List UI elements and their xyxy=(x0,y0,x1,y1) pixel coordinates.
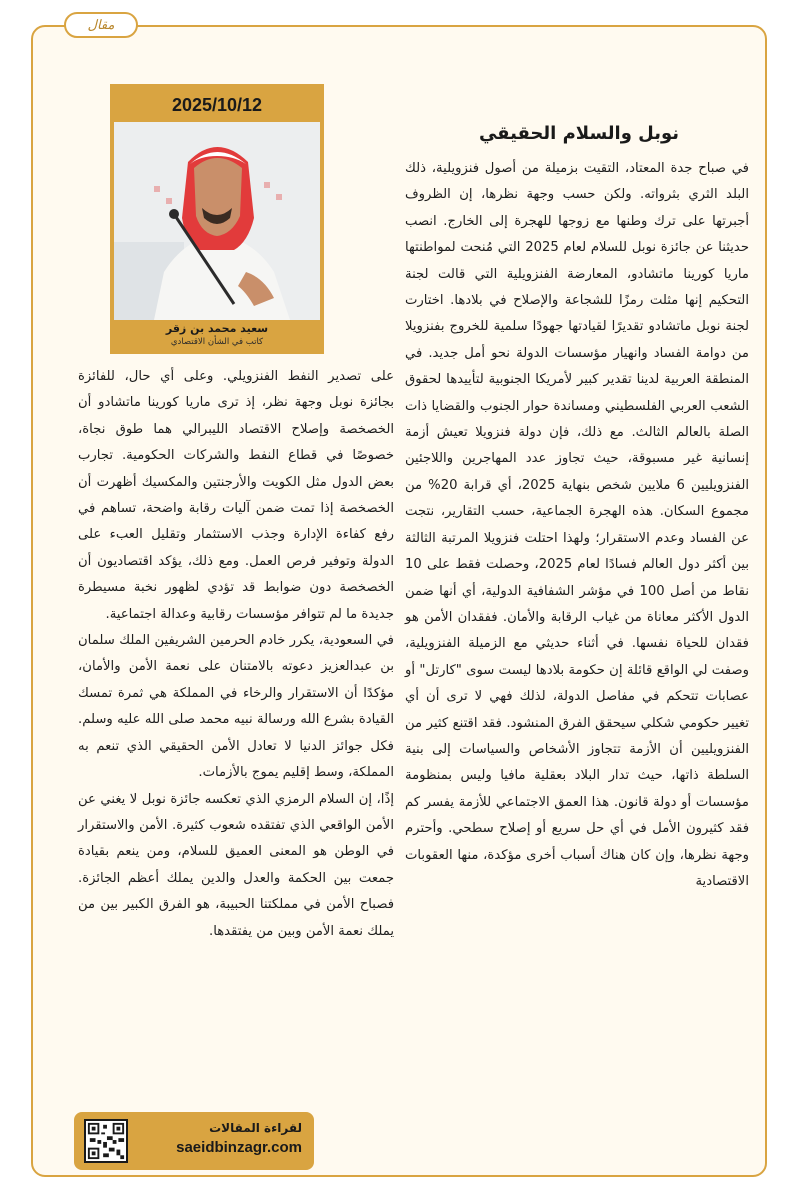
article-paragraph: على تصدير النفط الفنزويلي. وعلى أي حال، للفائزة بجائزة نوبل وجهة نظر، إذ ترى ماريا كورينا ماتشادو أن الخصخصة وإصلاح الاقتصاد الليبرالي هما طوق نجاة، خصوصًا في قطاع النفط والشركات الحكومية. تجارب بعض الدول مثل الكويت والأرجنتين والمكسيك أظهرت أن الخصخصة إذا تمت ضمن آليات رقابة واضحة، تساهم في رفع كفاءة الإدارة وجذب الاستثمار وتقليل العبء على الدولة وتوفير فرص العمل. ومع ذلك، يؤكد اقتصاديون أن الخصخصة دون ضوابط قد تؤدي لظهور نخبة مسيطرة جديدة ما لم تتوافر مؤسسات رقابية وعدالة اجتماعية. xyxy=(78,369,394,622)
article-column-left xyxy=(78,364,394,1104)
author-card xyxy=(110,84,324,354)
article-column-right xyxy=(405,156,749,1136)
author-photo-illustration xyxy=(114,122,320,320)
article-paragraph: في صباح جدة المعتاد، التقيت بزميلة من أصول فنزويلية، ذلك البلد الثري بثرواته. ولكن حسب وجهة نظرها، إن الظروف أجبرتها على ترك وطنها مع زوجها للهجرة إلى الخارج. انصب حديثنا عن جائزة نوبل للسلام لعام 2025 التي مُنحت لمواطنتها ماريا كورينا ماتشادو، المعارضة الفنزويلية التي قالت لجنة التحكيم إنها مثلت رمزًا للشجاعة والإصلاح في بلادها. اختارت لجنة نوبل ماتشادو تقديرًا لقيادتها جهودًا سلمية للخروج بفنزويلا من دوامة الفساد وانهيار مؤسسات الدولة نحو أمل جديد. في المنطقة العربية لدينا تقدير كبير لأمريكا الجنوبية لتأييدها لحقوق الشعب العربي الفلسطيني ومساندة حوار الجنوب والقضايا ذات الصلة بالعالم الثالث. مع ذلك، فإن دولة فنزويلا تعيش أزمة إنسانية غير مسبوقة، حيث تجاوز عدد المهاجرين واللاجئين الفنزويليين 6 ملايين شخص بنهاية 2025، أي قرابة 20% من مجموع السكان. هذه الهجرة الجماعية، حسب التقارير، نتجت عن الفساد وعدم الاستقرار؛ ولهذا احتلت فنزويلا المرتبة الثالثة بين أكثر دول العالم فسادًا لعام 2025، وحصلت فقط على 10 نقاط من أصل 100 في مؤشر الشفافية الدولية، أي أنها ضمن الدول الأكثر معاناة من غياب الرقابة والأمان. ففقدان الأمن هو فقدان للحياة نفسها. في أثناء حديثي مع الزميلة الفنزويلية، وصفت لي الواقع قائلة إن حكومة بلادها ليست سوى "كارتل" أو عصابات تتحكم في مفاصل الدولة، لذلك فهي لا ترى أن أي تغيير حكومي شكلي سيحقق الفرق المنشود. فقد اقتنع كثير من الفنزويليين أن الأزمة تتجاوز الأشخاص والسياسات إلى بنية السلطة ذاتها، حيث تدار البلاد بعقلية مافيا وليس بمنظومة مؤسسات أو دولة قانون. هذا العمق الاجتماعي للأزمة يفسر كم فقد كثيرون الأمل في أي حل سريع أو إصلاح سطحي. وأحترم وجهة نظرها، وإن كان هناك أسباب أخرى مؤكدة، منها العقوبات الاقتصادية xyxy=(405,161,750,889)
promo-label: لقراءة المقالات xyxy=(209,1121,302,1135)
section-tab xyxy=(64,12,138,38)
qr-code-icon[interactable] xyxy=(84,1119,128,1163)
author-name: سعيد محمد بن زقر xyxy=(165,322,269,335)
article-paragraph: في السعودية، يكرر خادم الحرمين الشريفين الملك سلمان بن عبدالعزيز دعوته بالامتنان على نعمة الأمن والأمان، مؤكدًا أن الاستقرار والرخاء في المملكة هي ثمرة تمسك القيادة بشرع الله ورسالة نبيه محمد صلى الله عليه وسلم. فكل جوائز الدنيا لا تعادل الأمن الحقيقي الذي تنعم به المملكة، وسط إقليم يموج بالأزمات. xyxy=(78,633,394,781)
author-role: كاتب في الشأن الاقتصادي xyxy=(170,337,264,347)
author-portrait xyxy=(114,122,320,320)
article-paragraph: إذًا، إن السلام الرمزي الذي تعكسه جائزة نوبل لا يغني عن الأمن الواقعي الذي تفتقده شعوب كثيرة. الأمن والاستقرار في الوطن هو المعنى العميق للسلام، ومن ينعم بقيادة جمعت بين الحكمة والعدل والدين يملك أعظم الجائزة. فصباح الأمن في مملكتنا الحبيبة، هو الفرق الكبير بين من يملك نعمة الأمن وبين من يفتقدها. xyxy=(78,791,394,939)
website-link[interactable]: saeidbinzagr.com xyxy=(176,1139,302,1156)
article-date: 2025/10/12 xyxy=(171,94,263,115)
author-name-band xyxy=(114,320,320,350)
article-title: نوبل والسلام الحقيقي xyxy=(478,123,680,144)
qr-code-graphic xyxy=(86,1121,126,1161)
section-tab-label: مقال xyxy=(87,17,115,33)
website-promo[interactable] xyxy=(74,1112,314,1170)
date-band xyxy=(114,88,320,122)
